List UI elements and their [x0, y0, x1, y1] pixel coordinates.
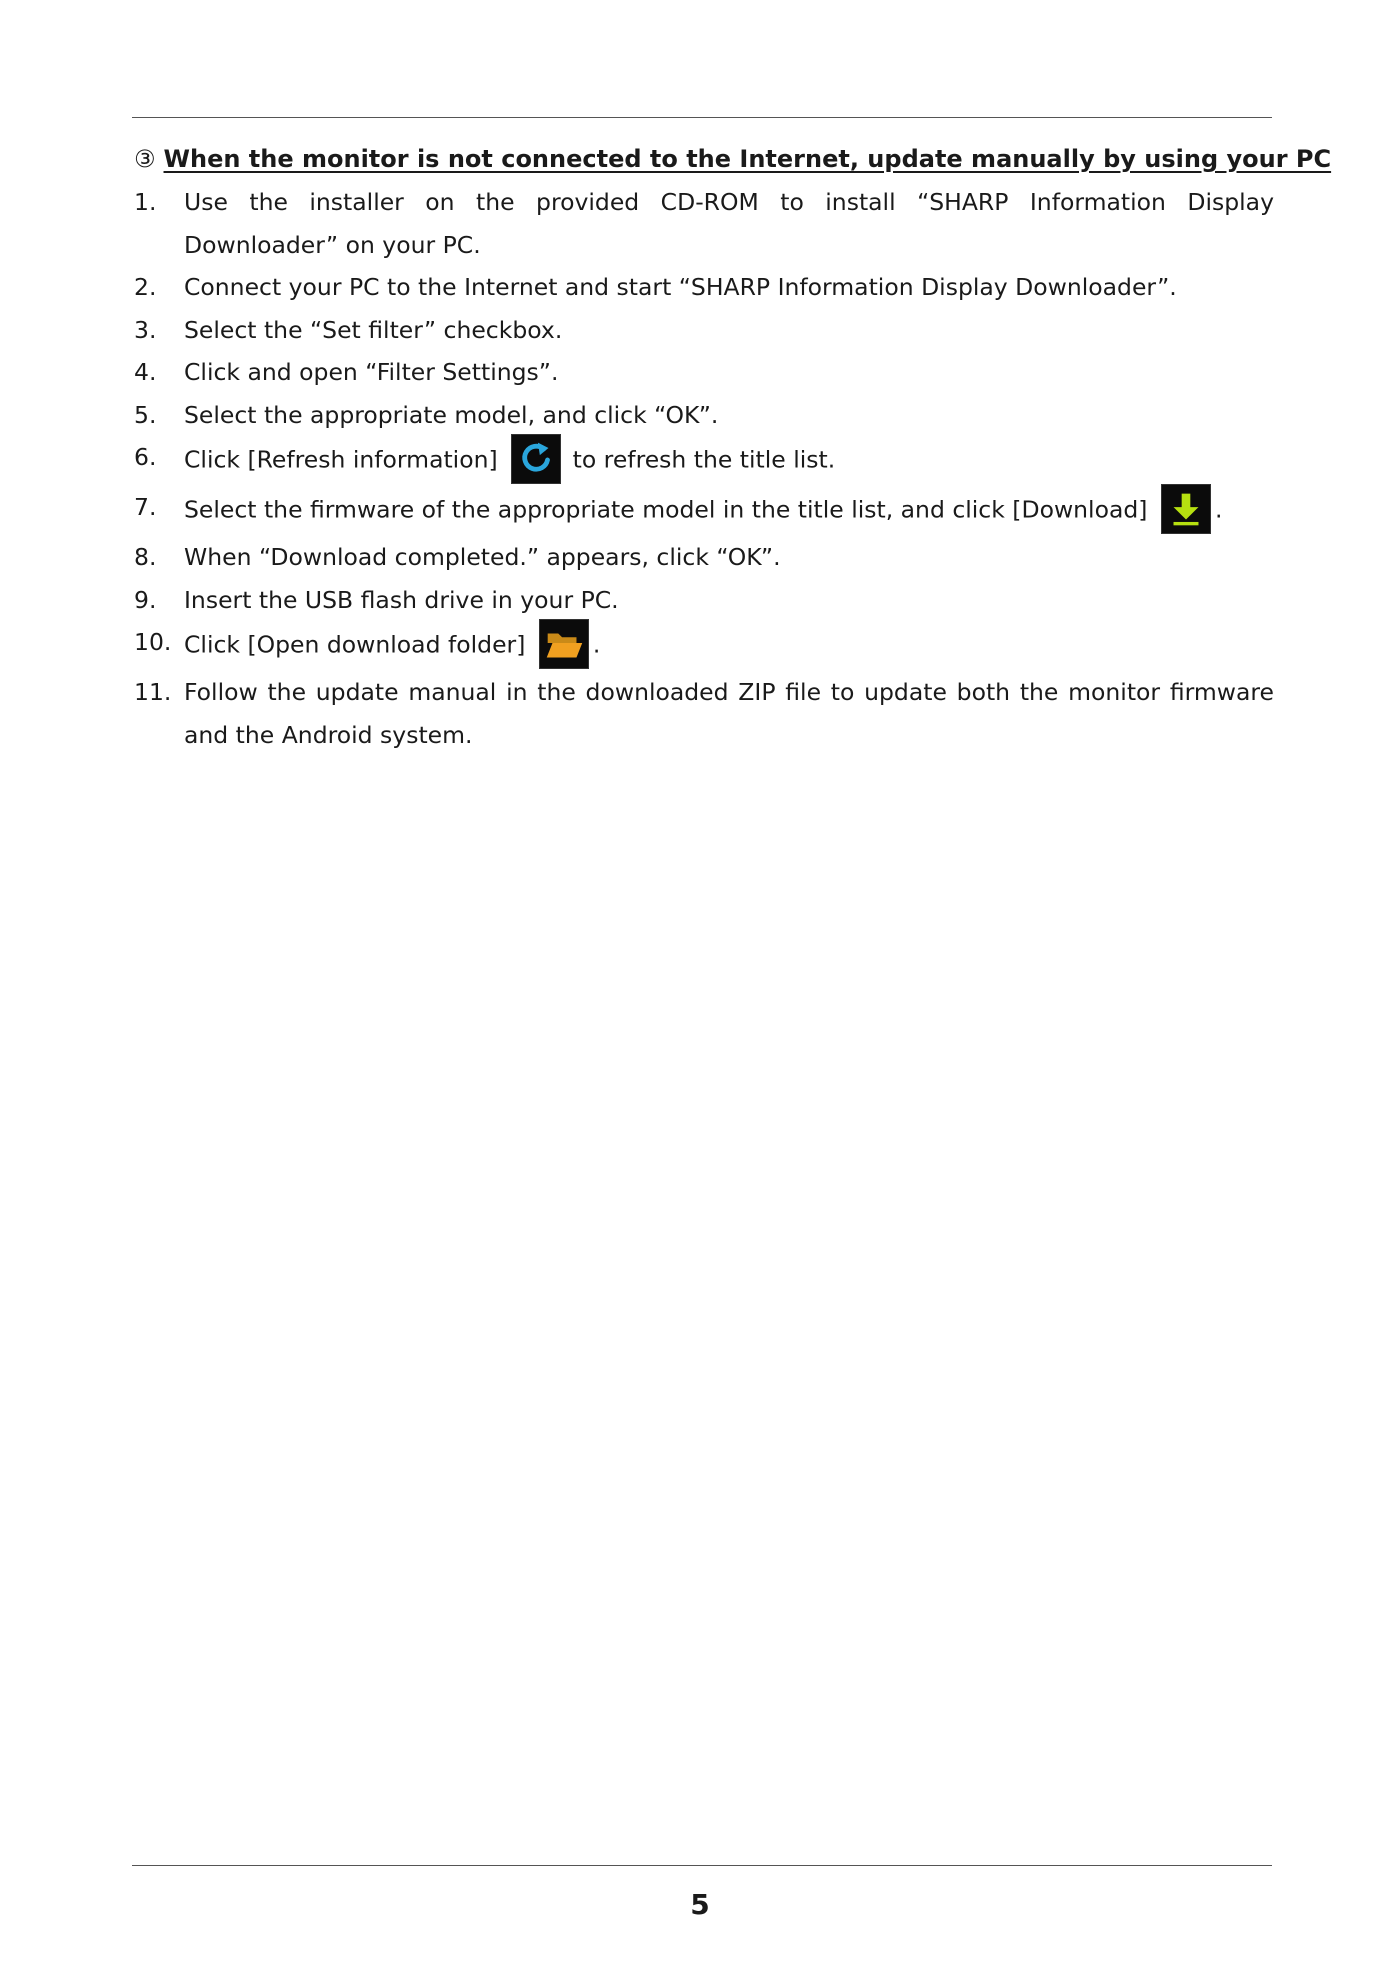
instruction-steps [134, 181, 1274, 756]
step-text: Connect your PC to the Internet and start “SHARP Information Display Downloader”. [184, 273, 1177, 301]
step-text-before: Select the firmware of the appropriate model in the title list, and click [Download] [184, 495, 1148, 524]
step-text-before: Click [Refresh information] [184, 445, 498, 474]
folder-open-icon [539, 619, 589, 669]
step-text [184, 436, 1274, 486]
circled-number-marker: ③ [134, 145, 156, 173]
step-number: 6. [134, 443, 157, 471]
step-2 [134, 266, 1274, 309]
step-8 [134, 536, 1274, 579]
step-5 [134, 394, 1274, 437]
step-text-after: . [1214, 495, 1223, 524]
step-1 [134, 181, 1274, 266]
step-11 [134, 671, 1274, 756]
step-7 [134, 486, 1274, 536]
step-number: 2. [134, 273, 157, 301]
download-icon [1161, 484, 1211, 534]
step-number: 9. [134, 585, 157, 614]
step-number: 4. [134, 358, 157, 386]
section-title: When the monitor is not connected to the Internet, update manually by using your PC [163, 145, 1332, 173]
step-number: 1. [134, 188, 157, 216]
step-4 [134, 351, 1274, 394]
step-text: Select the appropriate model, and click “OK”. [184, 400, 719, 429]
step-3 [134, 309, 1274, 352]
step-text: When “Download completed.” appears, click “OK”. [184, 543, 781, 571]
page-number: 5 [690, 1888, 710, 1921]
step-10 [134, 621, 1274, 671]
step-text-after: . [592, 630, 601, 659]
step-number: 5. [134, 400, 157, 429]
step-number: 8. [134, 543, 157, 571]
footer-rule [132, 1865, 1272, 1866]
refresh-icon [511, 434, 561, 484]
step-text [184, 486, 1274, 536]
step-6 [134, 436, 1274, 486]
step-text: Click and open “Filter Settings”. [184, 358, 559, 386]
step-text [184, 621, 1274, 671]
step-text-before: Click [Open download folder] [184, 630, 526, 659]
header-rule [132, 117, 1272, 118]
step-number: 3. [134, 315, 157, 344]
step-number: 7. [134, 493, 157, 521]
step-text: Select the “Set filter” checkbox. [184, 315, 563, 344]
step-text: Insert the USB flash drive in your PC. [184, 585, 619, 614]
step-text: Follow the update manual in the downloaded ZIP file to update both the monitor firmware and the Android system. [184, 678, 1274, 749]
step-number: 10. [134, 628, 172, 656]
step-number: 11. [134, 678, 172, 706]
step-text: Use the installer on the provided CD-ROM to install “SHARP Information Display Downloader” on your PC. [184, 188, 1274, 259]
step-text-after: to refresh the title list. [572, 445, 836, 474]
step-9 [134, 579, 1274, 622]
section-heading [134, 142, 1331, 176]
